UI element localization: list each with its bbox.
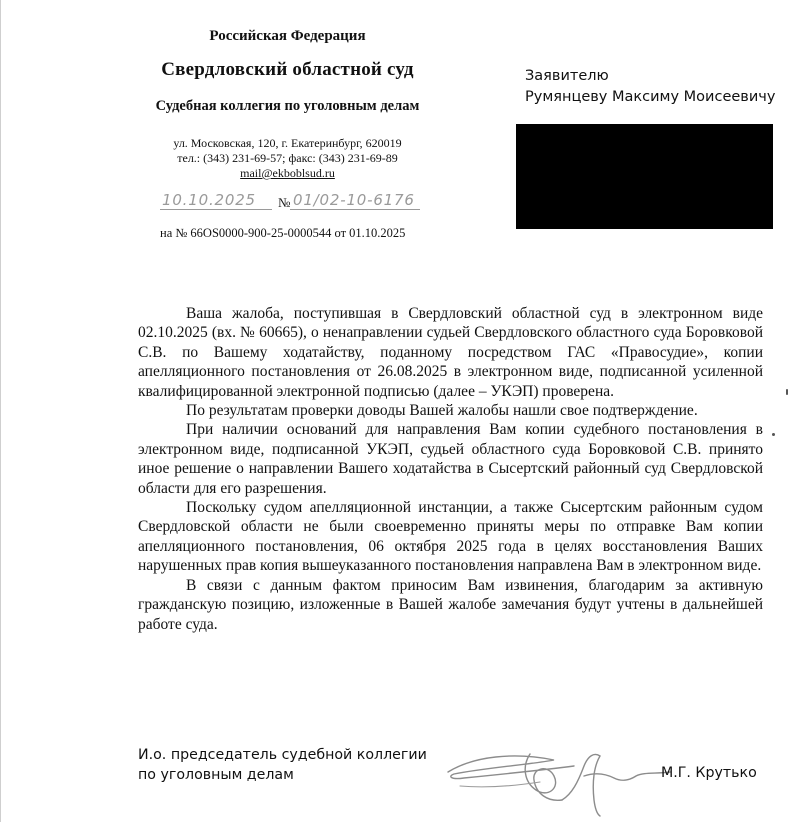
paragraph-5: В связи с данным фактом приносим Вам извинения, благодарим за активную гражданскую позицию, изложенные в Вашей жалобе замечания будут учтены в дальнейшей работе суда. — [138, 576, 763, 633]
signer-title — [138, 745, 427, 785]
signer-name: М.Г. Крутько — [661, 765, 757, 781]
paragraph-1: Ваша жалоба, поступившая в Свердловский областной суд в электронном виде 02.10.2025 (вх. № 60665), о ненаправлении судьей Свердловского областного суда Боровковой С.В. по Вашему ходатайству, поданному посредством ГАС «Правосудие», копии апелляционного постановления от 26.08.2025 в электронном виде, подписанной усиленной квалифицированной электронной подписью (далее – УКЭП) проверена. — [138, 305, 763, 400]
margin-tick — [786, 389, 788, 395]
court-title: Свердловский областной суд — [161, 59, 414, 80]
signer-title-line1: И.о. председатель судебной коллегии — [138, 747, 427, 763]
outgoing-date: 10.10.2025 — [162, 191, 256, 209]
number-underline — [290, 209, 420, 210]
addressee-label: Заявителю — [525, 68, 609, 84]
number-label: № — [278, 195, 291, 210]
paragraph-2: По результатам проверки доводы Вашей жалобы нашли свое подтверждение. — [186, 402, 698, 420]
redacted-block — [516, 124, 773, 229]
court-phone: тел.: (343) 231-69-57; факс: (343) 231-69-89 — [177, 151, 398, 165]
addressee — [525, 66, 775, 108]
board-title: Судебная коллегия по уголовным делам — [155, 98, 420, 114]
country-title: Российская Федерация — [209, 28, 366, 44]
letter-body — [138, 304, 763, 634]
signer-title-line2: по уголовным делам — [138, 767, 294, 783]
letterhead — [110, 28, 465, 181]
paragraph-4: Поскольку судом апелляционной инстанции, а также Сысертским районным судом Свердловской области не были своевременно приняты меры по отправке Вам копии апелляционного постановления, 06 октября 2025 года в целях восстановления Ваших нарушенных прав копия вышеуказанного постановления направлена Вам в электронном виде. — [138, 499, 763, 575]
page-edge — [0, 0, 1, 822]
court-contacts — [110, 136, 465, 181]
margin-dot — [772, 433, 775, 436]
addressee-name: Румянцеву Максиму Моисеевичу — [525, 89, 776, 105]
handwritten-signature — [444, 742, 674, 820]
incoming-reference: на № 66OS0000-900-25-0000544 от 01.10.2025 — [160, 226, 406, 240]
outgoing-reference — [160, 189, 460, 215]
paragraph-3: При наличии оснований для направления Вам копии судебного постановления в электронном виде, подписанной УКЭП, судьей областного суда Боровковой С.В. принято иное решение о направлении Вашего ходатайства в Сысертский районный суд Свердловской области для его разрешения. — [138, 421, 763, 497]
date-underline — [160, 209, 272, 210]
court-email[interactable]: mail@ekboblsud.ru — [240, 166, 335, 180]
outgoing-number: 01/02-10-6176 — [293, 191, 415, 209]
court-address: ул. Московская, 120, г. Екатеринбург, 620019 — [173, 136, 402, 150]
